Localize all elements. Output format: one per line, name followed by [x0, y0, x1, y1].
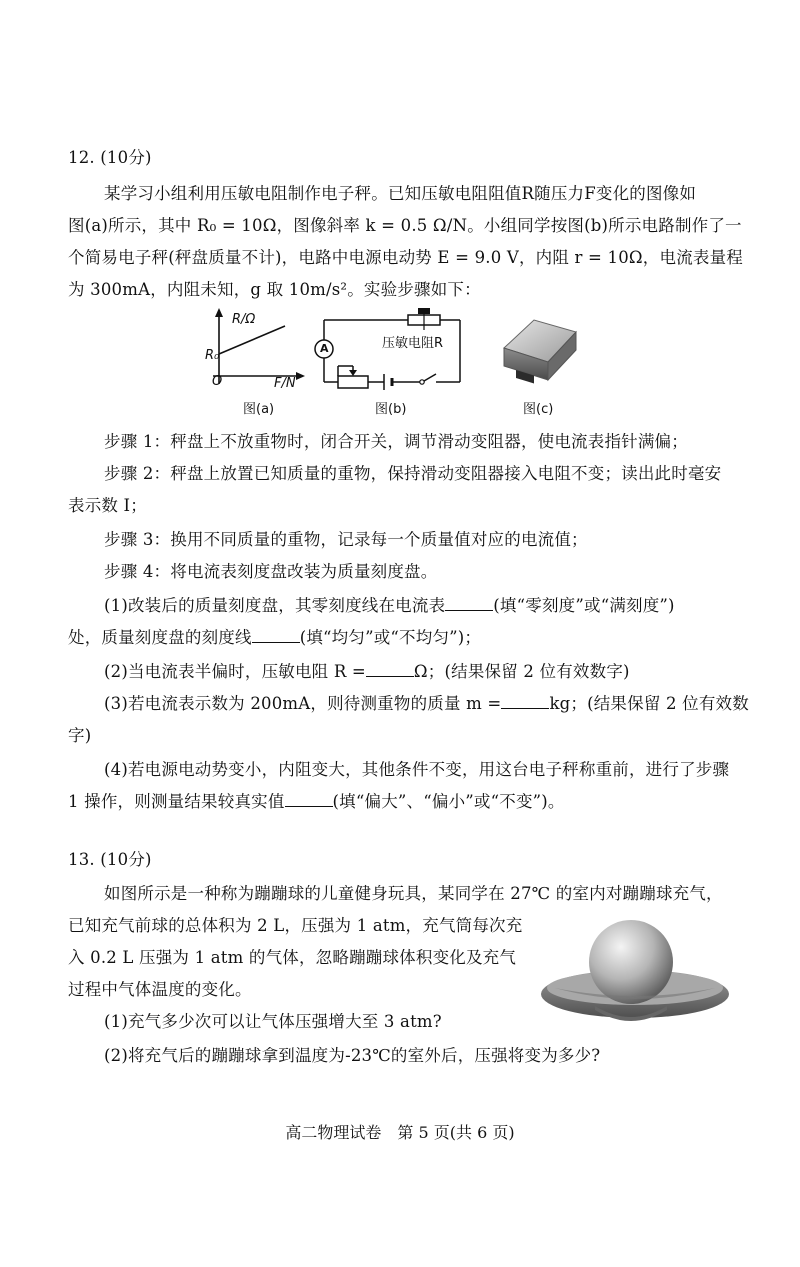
q13-line-4: 过程中气体温度的变化。: [68, 980, 252, 999]
y-axis-arrow: [215, 308, 223, 317]
q12-sub1-line1: [104, 594, 675, 618]
rheostat-icon: [338, 376, 368, 388]
q12-sub1-blank-2[interactable]: [252, 628, 300, 643]
q13-line-1: 如图所示是一种称为蹦蹦球的儿童健身玩具，某同学在 27℃ 的室内对蹦蹦球充气，: [104, 884, 723, 903]
q13-sub1: (1)充气多少次可以让气体压强增大至 3 atm?: [104, 1012, 442, 1031]
bounce-ball-image: [535, 912, 735, 1032]
q12-sub3-text-a: (3)若电流表示数为 200mA，则待测重物的质量 m =: [104, 694, 502, 713]
fig-a-intercept-label: R₀: [205, 348, 220, 363]
step-2: 步骤 2：秤盘上放置已知质量的重物，保持滑动变阻器接入电阻不变；读出此时毫安: [104, 464, 722, 483]
q12-sub2-text-a: (2)当电流表半偏时，压敏电阻 R =: [104, 662, 366, 681]
fig-a-x-label: F/N: [274, 376, 296, 391]
x-axis-arrow: [296, 372, 305, 380]
q12-sub4-blank[interactable]: [285, 792, 333, 807]
q13-line-3: 入 0.2 L 压强为 1 atm 的气体，忽略蹦蹦球体积变化及充气: [68, 948, 517, 967]
q12-sub4-text-c: (填“偏大”、“偏小”或“不变”)。: [332, 792, 565, 811]
q12-sub1-text-c: 处，质量刻度盘的刻度线: [68, 628, 252, 647]
q12-sub4-text-b: 1 操作，则测量结果较真实值: [68, 792, 285, 811]
q12-intro-line-3: 个简易电子秤(秤盘质量不计)，电路中电源电动势 E = 9.0 V，内阻 r = 10Ω，电流表量程: [68, 248, 744, 267]
q12-heading: 12. (10分): [68, 148, 152, 167]
q12-sub3-cont: 字): [68, 726, 92, 745]
q12-intro-line-2: 图(a)所示，其中 R₀ = 10Ω，图像斜率 k = 0.5 Ω/N。小组同学按图(b)所示电路制作了一: [68, 216, 742, 235]
q13-heading: 13. (10分): [68, 850, 152, 869]
q12-sub3-blank[interactable]: [501, 694, 549, 709]
q12-sub2-text-b: Ω；(结果保留 2 位有效数字): [413, 662, 630, 681]
q13-sub2: (2)将充气后的蹦蹦球拿到温度为-23℃的室外后，压强将变为多少?: [104, 1046, 601, 1065]
q13-line-2: 已知充气前球的总体积为 2 L，压强为 1 atm，充气筒每次充: [68, 916, 523, 935]
step-2-cont: 表示数 I；: [68, 496, 147, 515]
q12-sub4-line1: (4)若电源电动势变小，内阻变大，其他条件不变，用这台电子秤称重前，进行了步骤: [104, 760, 730, 779]
q12-intro-line-1: 某学习小组利用压敏电阻制作电子秤。已知压敏电阻阻值R随压力F变化的图像如: [104, 184, 697, 203]
figure-c-scale-photo: [490, 312, 580, 392]
page-footer: 高二物理试卷 第 5 页(共 6 页): [285, 1123, 515, 1142]
fig-c-caption: 图(c): [523, 402, 554, 417]
q12-sub2-blank[interactable]: [366, 662, 414, 677]
step-1: 步骤 1：秤盘上不放重物时，闭合开关，调节滑动变阻器，使电流表指针满偏；: [104, 432, 688, 451]
q12-sub2: [104, 660, 630, 684]
fig-a-y-label: R/Ω: [232, 312, 256, 327]
ammeter-label: A: [320, 342, 329, 355]
fig-a-caption: 图(a): [243, 402, 275, 417]
q12-sub4-line2: [68, 790, 565, 814]
fig-a-origin: O: [212, 374, 223, 389]
q12-sub1-text-a: (1)改装后的质量刻度盘，其零刻度线在电流表: [104, 596, 446, 615]
pressure-resistor-label: 压敏电阻R: [382, 336, 444, 351]
q12-sub3-text-b: kg；(结果保留 2 位有效数: [549, 694, 749, 713]
q12-sub1-line2: [68, 626, 481, 650]
bounce-ball-sphere: [589, 920, 673, 1004]
q12-sub1-blank-1[interactable]: [445, 596, 493, 611]
r-f-line: [219, 326, 285, 354]
q12-sub1-text-b: (填“零刻度”或“满刻度”): [493, 596, 675, 615]
q12-intro-line-4: 为 300mA，内阻未知，g 取 10m/s²。实验步骤如下：: [68, 280, 481, 299]
q12-sub3: [104, 692, 749, 716]
fig-b-caption: 图(b): [375, 402, 407, 417]
switch-icon: [420, 380, 424, 384]
step-4: 步骤 4：将电流表刻度盘改装为质量刻度盘。: [104, 562, 438, 581]
step-3: 步骤 3：换用不同质量的重物，记录每一个质量值对应的电流值；: [104, 530, 588, 549]
q12-sub1-text-d: (填“均匀”或“不均匀”)；: [299, 628, 482, 647]
